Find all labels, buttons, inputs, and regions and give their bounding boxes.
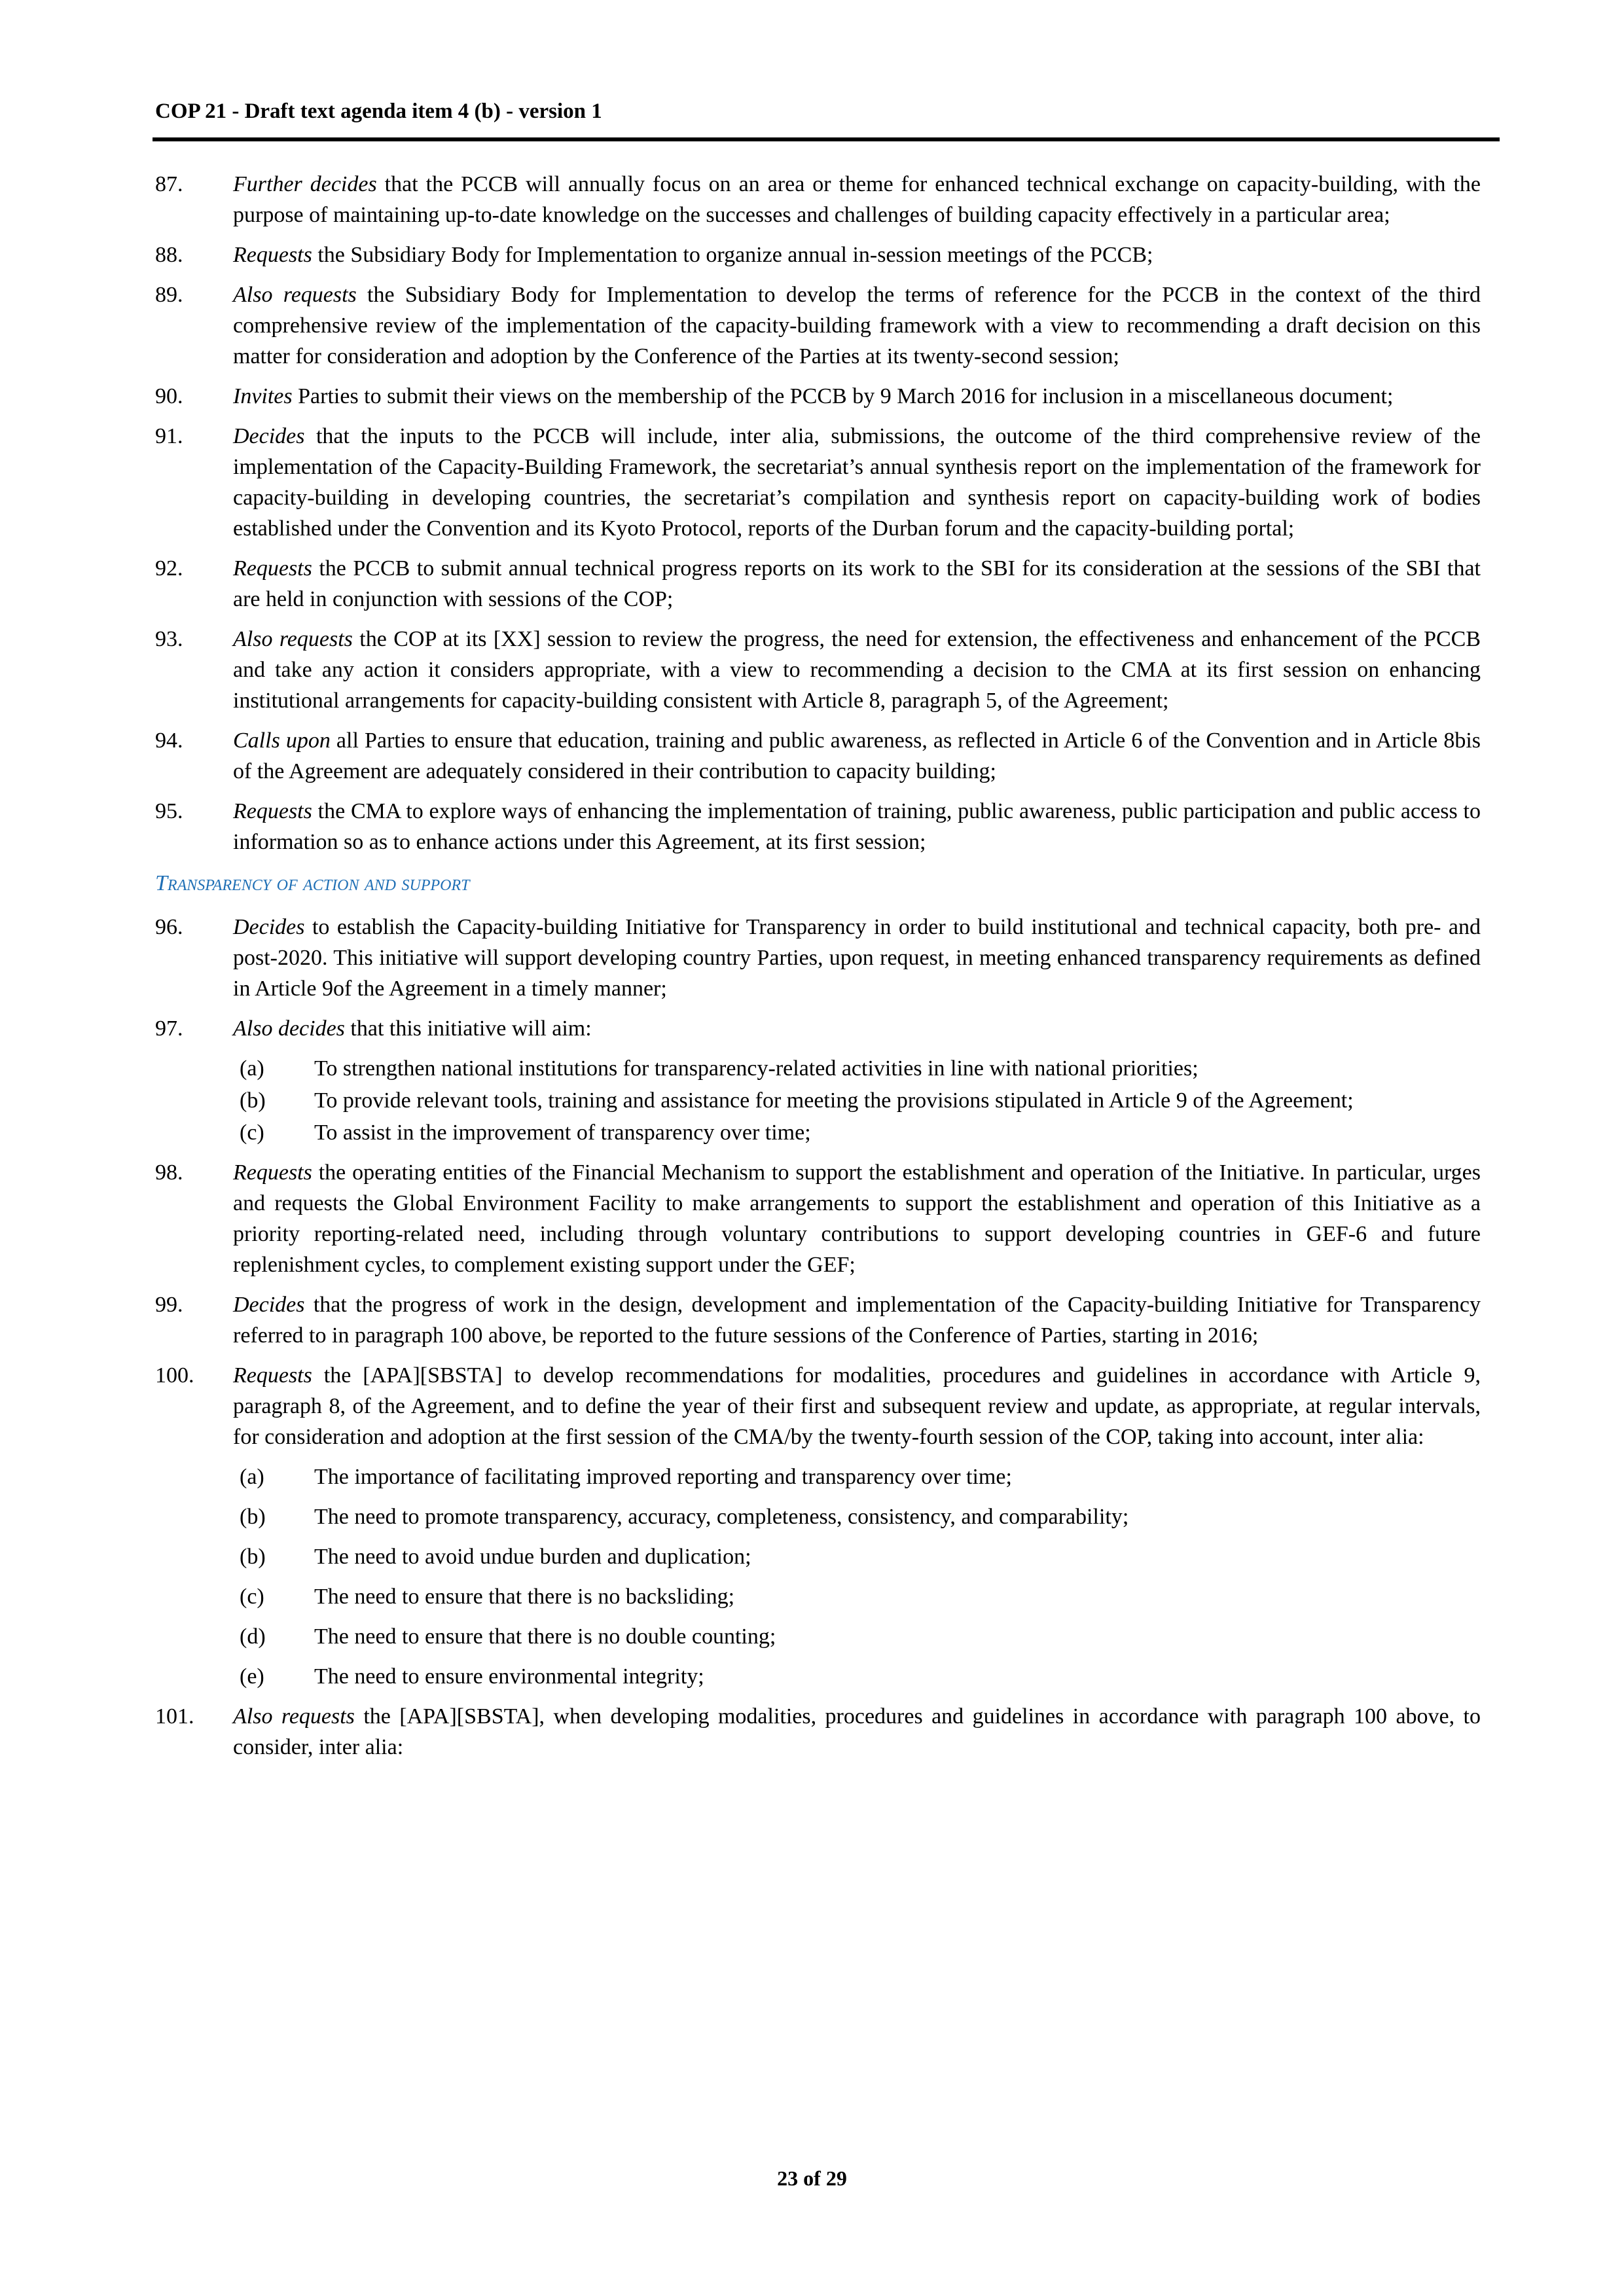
paragraph-text: Parties to submit their views on the membership of the PCCB by 9 March 2016 for inclusion in a miscellaneous document; [292,384,1394,408]
paragraph-number: 91. [155,424,183,448]
subitem-label: (a) [240,1056,264,1081]
paragraph-number: 88. [155,243,183,267]
paragraph-text: that the progress of work in the design, development and implementation of the Capacity-building Initiative for Transparency referred to in paragraph 100 above, be reported to the future sessions of the Conference of Parties, starting in 2016; [233,1293,1481,1348]
subitem-text: The need to ensure that there is no double counting; [314,1624,776,1649]
paragraph-96 [155,912,1481,1004]
paragraph-lead: Calls upon [233,728,331,753]
subitem-100-b1 [155,1501,1481,1532]
paragraph-number: 93. [155,627,183,651]
header-rule [153,137,1500,141]
paragraph-number: 90. [155,384,183,408]
subitem-97-b [155,1085,1481,1116]
paragraph-88 [155,240,1481,270]
paragraph-text: the Subsidiary Body for Implementation to develop the terms of reference for the PCCB in the context of the third comprehensive review of the implementation of the capacity-building framework with a view to recommending a draft decision on this matter for consideration and adoption by the Conference of the Parties at its twenty-second session; [233,283,1481,368]
paragraph-100 [155,1360,1481,1452]
paragraph-lead: Also requests [233,1704,355,1729]
paragraph-text: the CMA to explore ways of enhancing the implementation of training, public awareness, public participation and public access to information so as to enhance actions under this Agreement, at its first session; [233,799,1481,854]
paragraph-lead: Also decides [233,1016,345,1041]
subitem-100-d [155,1621,1481,1652]
paragraph-number: 97. [155,1016,183,1041]
subitem-label: (c) [240,1121,264,1145]
subitem-text: To assist in the improvement of transparency over time; [314,1121,811,1145]
paragraph-89 [155,279,1481,372]
subitem-text: To provide relevant tools, training and assistance for meeting the provisions stipulated in Article 9 of the Agreement; [314,1088,1354,1113]
header-title: COP 21 - Draft text agenda item 4 (b) - version 1 [155,99,602,123]
paragraph-lead: Invites [233,384,293,408]
paragraph-98 [155,1157,1481,1280]
subitem-100-a [155,1462,1481,1492]
paragraph-94 [155,725,1481,787]
paragraph-number: 95. [155,799,183,823]
subitem-text: To strengthen national institutions for transparency-related activities in line with national priorities; [314,1056,1199,1081]
subitem-label: (b) [240,1088,266,1113]
paragraph-text: that the inputs to the PCCB will include, inter alia, submissions, the outcome of the third comprehensive review of the implementation of the Capacity-Building Framework, the secretariat’s annual synthesis report on the implementation of the framework for capacity-building in developing countries, the secretariat’s compilation and synthesis report on capacity-building work of bodies established under the Convention and its Kyoto Protocol, reports of the Durban forum and the capacity-building portal; [233,424,1481,541]
subitem-text: The need to ensure environmental integrity; [314,1664,704,1689]
paragraph-lead: Decides [233,1293,305,1317]
paragraph-99 [155,1289,1481,1351]
paragraph-text: to establish the Capacity-building Initiative for Transparency in order to build institutional and technical capacity, both pre- and post-2020. This initiative will support developing country Parties, upon request, in meeting enhanced transparency requirements as defined in Article 9of the Agreement in a timely manner; [233,915,1481,1001]
paragraph-number: 94. [155,728,183,753]
paragraph-text: that this initiative will aim: [344,1016,592,1041]
footer-page-number: 23 of 29 [777,2166,847,2190]
subitem-100-b2 [155,1541,1481,1572]
paragraph-lead: Further decides [233,172,377,196]
subitem-text: The need to promote transparency, accuracy, completeness, consistency, and comparability; [314,1505,1129,1529]
subitem-100-c [155,1581,1481,1612]
subitem-text: The need to ensure that there is no backsliding; [314,1585,735,1609]
paragraph-95 [155,796,1481,857]
subitem-label: (c) [240,1585,264,1609]
section-heading-transparency: Transparency of action and support [155,871,470,895]
paragraph-lead: Requests [233,1160,312,1185]
paragraph-90 [155,381,1481,412]
paragraph-lead: Also requests [233,283,357,307]
subitem-label: (b) [240,1505,266,1529]
paragraph-97 [155,1013,1481,1044]
paragraph-text: the operating entities of the Financial Mechanism to support the establishment and operation of the Initiative. In particular, urges and requests the Global Environment Facility to make arrangements to support the establishment and operation of this Initiative as a priority reporting-related need, including through voluntary contributions to support developing countries in GEF-6 and future replenishment cycles, to complement existing support under the GEF; [233,1160,1481,1277]
subitem-97-a [155,1053,1481,1084]
paragraph-lead: Decides [233,915,305,939]
subitem-97-c [155,1117,1481,1148]
paragraph-lead: Requests [233,556,312,581]
subitem-label: (a) [240,1465,264,1489]
paragraph-number: 99. [155,1293,183,1317]
paragraph-lead: Also requests [233,627,353,651]
paragraph-lead: Requests [233,799,312,823]
subitem-100-e [155,1661,1481,1692]
subitem-text: The need to avoid undue burden and duplication; [314,1545,751,1569]
paragraph-number: 101. [155,1704,194,1729]
paragraph-text: that the PCCB will annually focus on an area or theme for enhanced technical exchange on capacity-building, with the purpose of maintaining up-to-date knowledge on the successes and challenges of building capacity effectively in a particular area; [233,172,1481,227]
subitem-label: (d) [240,1624,266,1649]
paragraph-text: the COP at its [XX] session to review the progress, the need for extension, the effectiveness and enhancement of the PCCB and take any action it considers appropriate, with a view to recommending a decision to the CMA at its first session on enhancing institutional arrangements for capacity-building consistent with Article 8, paragraph 5, of the Agreement; [233,627,1481,713]
paragraph-lead: Decides [233,424,305,448]
paragraph-101 [155,1701,1481,1763]
paragraph-number: 98. [155,1160,183,1185]
paragraph-number: 100. [155,1363,194,1388]
paragraph-87 [155,169,1481,230]
document-body [155,169,1481,1772]
paragraph-text: the Subsidiary Body for Implementation to organize annual in-session meetings of the PCCB; [312,243,1153,267]
paragraph-91 [155,421,1481,544]
subitem-label: (e) [240,1664,264,1689]
paragraph-93 [155,624,1481,716]
subitem-label: (b) [240,1545,266,1569]
paragraph-lead: Requests [233,1363,312,1388]
paragraph-text: the [APA][SBSTA], when developing modalities, procedures and guidelines in accordance with paragraph 100 above, to consider, inter alia: [233,1704,1481,1759]
subitem-text: The importance of facilitating improved reporting and transparency over time; [314,1465,1012,1489]
paragraph-text: the PCCB to submit annual technical progress reports on its work to the SBI for its consideration at the sessions of the SBI that are held in conjunction with sessions of the COP; [233,556,1481,611]
paragraph-text: the [APA][SBSTA] to develop recommendations for modalities, procedures and guidelines in accordance with Article 9, paragraph 8, of the Agreement, and to define the year of their first and subsequent review and update, as appropriate, at regular intervals, for consideration and adoption at the first session of the CMA/by the twenty-fourth session of the COP, taking into account, inter alia: [233,1363,1481,1449]
paragraph-92 [155,553,1481,615]
paragraph-text: all Parties to ensure that education, training and public awareness, as reflected in Article 6 of the Convention and in Article 8bis of the Agreement are adequately considered in their contribution to capacity building; [233,728,1481,783]
paragraph-number: 92. [155,556,183,581]
paragraph-lead: Requests [233,243,312,267]
paragraph-number: 96. [155,915,183,939]
paragraph-number: 87. [155,172,183,196]
paragraph-number: 89. [155,283,183,307]
